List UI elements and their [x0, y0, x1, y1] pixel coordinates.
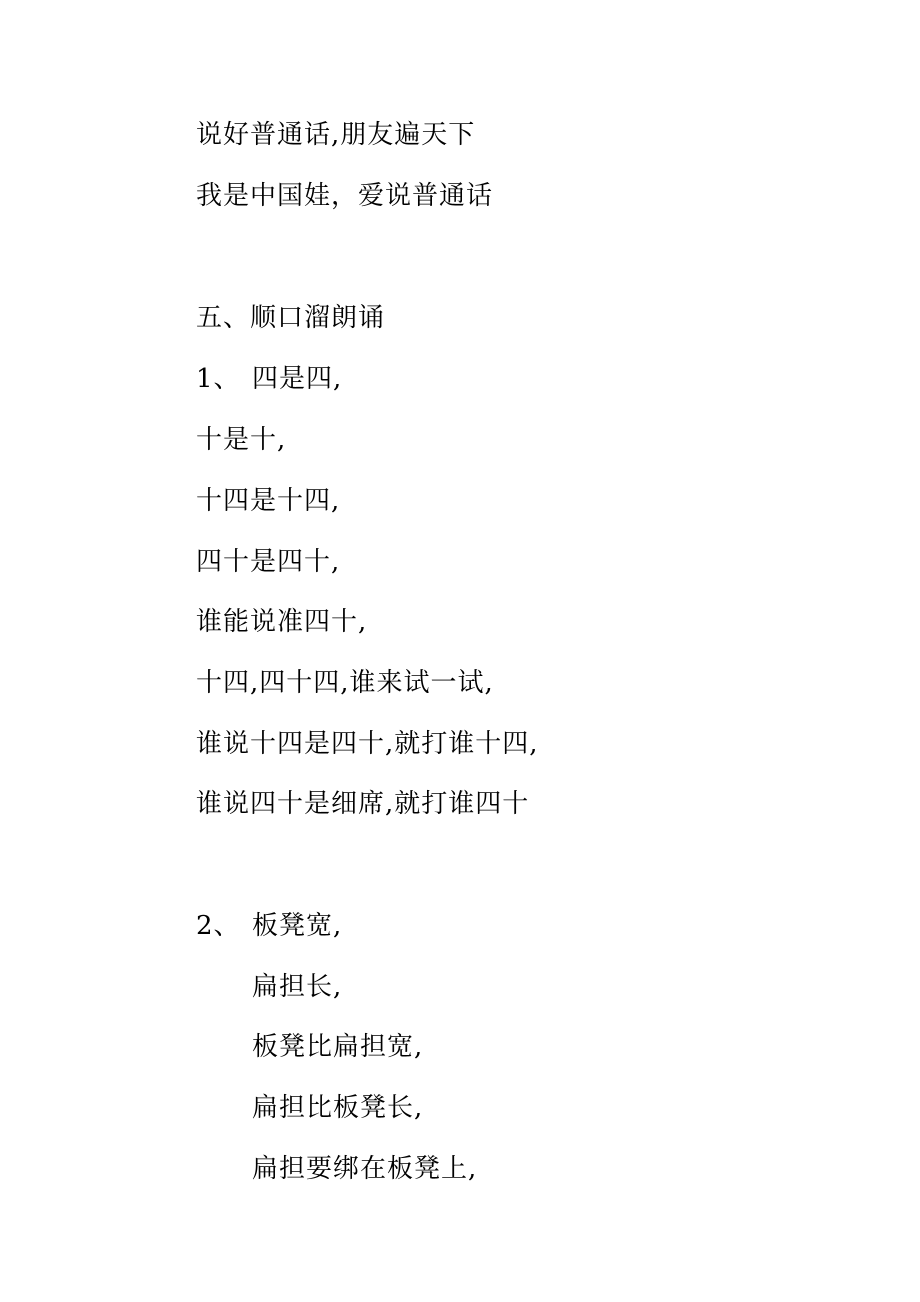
section-heading: 五、顺口溜朗诵: [196, 303, 386, 333]
poem1-line-2: 十是十,: [196, 425, 287, 455]
intro-line-1: 说好普通话,朋友遍天下: [196, 120, 476, 150]
poem1-line-3: 十四是十四,: [196, 486, 341, 516]
poem2-line-1: 板凳宽,: [252, 911, 343, 941]
poem2-line-5: 扁担要绑在板凳上,: [252, 1154, 478, 1184]
poem1-line-1: 四是四,: [252, 364, 343, 394]
poem1-line-8: 谁说四十是细席,就打谁四十: [196, 789, 530, 819]
poem1-number: 1、: [196, 364, 241, 394]
intro-line-2: 我是中国娃，爱说普通话: [196, 181, 494, 211]
poem1-line-6: 十四,四十四,谁来试一试,: [196, 668, 494, 698]
poem2-line-4: 扁担比板凳长,: [252, 1093, 424, 1123]
poem1-line-7: 谁说十四是四十,就打谁十四,: [196, 729, 539, 759]
poem2-line-2: 扁担长,: [252, 972, 343, 1002]
poem2-number: 2、: [196, 911, 241, 941]
poem2-first-line: [196, 909, 342, 943]
poem1-line-5: 谁能说准四十,: [196, 607, 368, 637]
poem2-line-3: 板凳比扁担宽,: [252, 1032, 424, 1062]
poem1-line-4: 四十是四十,: [196, 547, 341, 577]
poem1-first-line: [196, 362, 342, 396]
